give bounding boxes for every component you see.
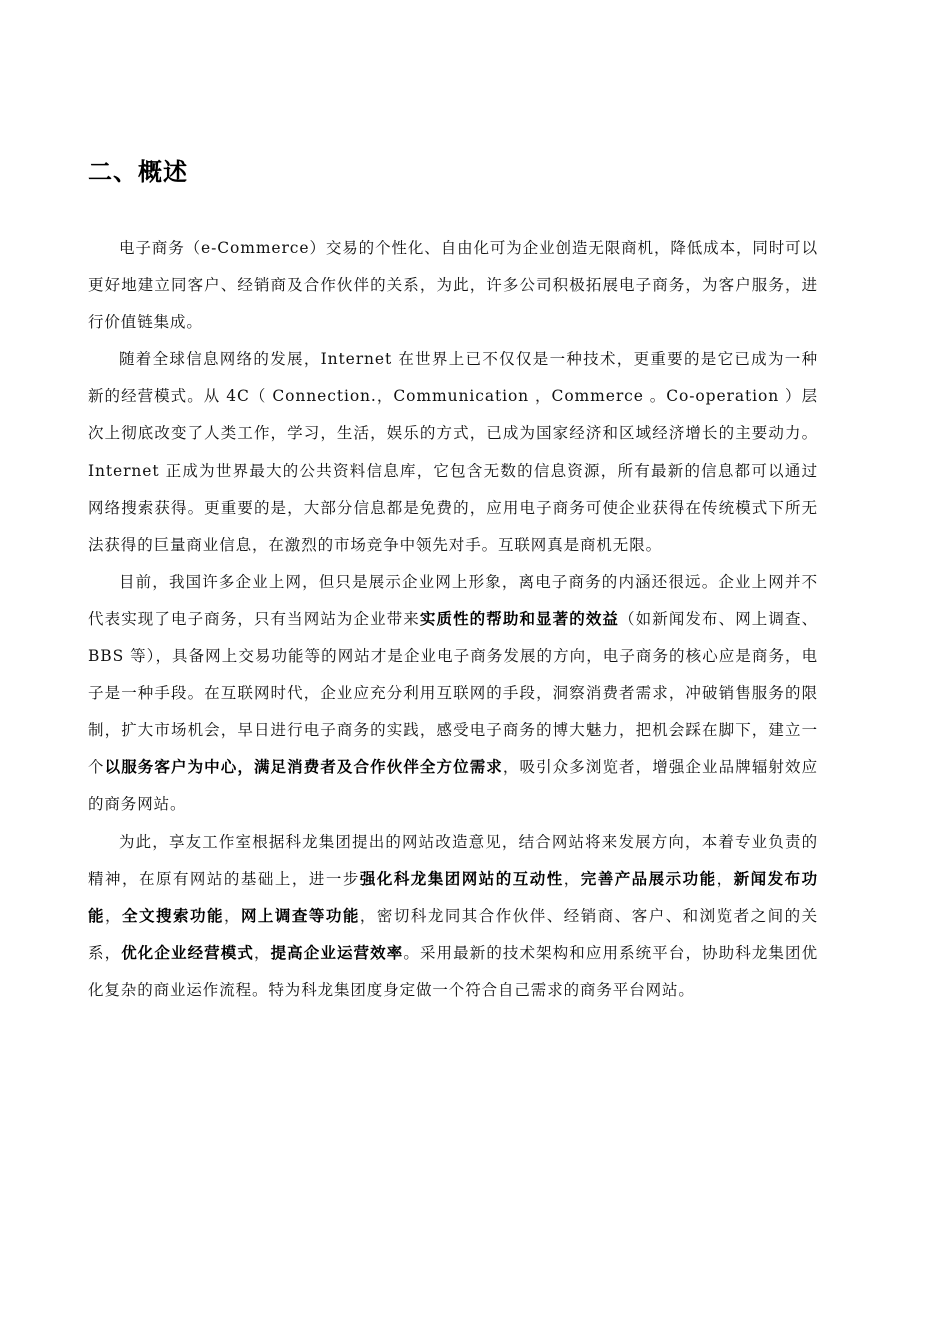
emphasis-text: 网上调查等功能 — [240, 906, 360, 925]
paragraph-text: 为此，享友工作室根据科龙集团提出的网站改造意见，结合网站将来发展方向，本着专业负责的精神，在原有网站的基础上，进一步 — [88, 832, 818, 888]
paragraph-text: ， — [105, 906, 122, 925]
emphasis-text: 强化科龙集团网站的互动性 — [359, 869, 564, 888]
emphasis-text: 以服务客户为中心，满足消费者及合作伙伴全方位需求 — [104, 758, 503, 777]
paragraph-text: （如新闻发布、网上调查、BBS 等），具备网上交易功能等的网站才是企业电子商务发展的方向，电子商务的核心应是商务，电子是一种手段。在互联网时代，企业应充分利用互联网的手段，洞察消费者需求，冲破销售服务的限制，扩大市场机会，早日进行电子商务的实践，感受电子商务的博大魅力，把机会踩在脚下，建立一个 — [88, 609, 818, 777]
section-heading: 二、概述 — [88, 158, 188, 186]
paragraph — [88, 824, 818, 1009]
overview-body — [88, 230, 818, 1009]
paragraph-text: ， — [223, 906, 241, 925]
emphasis-text: 完善产品展示功能 — [580, 869, 717, 888]
paragraph — [88, 230, 818, 341]
paragraph-text: 目前，我国许多企业上网，但只是展示企业网上形象，离电子商务的内涵还很远。企业上网并不代表实现了电子商务，只有当网站为企业带来 — [88, 572, 818, 628]
emphasis-text: 实质性的帮助和显著的效益 — [419, 609, 620, 628]
paragraph-text: ， — [253, 943, 271, 962]
paragraph-text: ， — [563, 869, 581, 888]
emphasis-text: 提高企业运营效率 — [270, 943, 404, 962]
paragraph-text: ， — [716, 869, 734, 888]
paragraph-text: ，密切科龙同其合作伙伴、经销商、客户、和浏览者之间的关系， — [88, 906, 818, 962]
emphasis-text: 新闻发布功能 — [88, 869, 818, 925]
paragraph-text: 随着全球信息网络的发展，Internet 在世界上已不仅仅是一种技术，更重要的是它已成为一种新的经营模式。从 4C（ Connection.，Communication ，Commerce 。Co-operation ）层次上彻底改变了人类工作，学习，生活，娱乐的方式，已成为国家经济和区域经济增长的主要动力。Internet 正成为世界最大的公共资料信息库，它包含无数的信息资源，所有最新的信息都可以通过网络搜索获得。更重要的是，大部分信息都是免费的，应用电子商务可使企业获得在传统模式下所无法获得的巨量商业信息，在激烈的市场竞争中领先对手。互联网真是商机无限。 — [88, 350, 818, 554]
paragraph — [88, 564, 818, 824]
paragraph-text: 。采用最新的技术架构和应用系统平台，协助科龙集团优化复杂的商业运作流程。特为科龙集团度身定做一个符合自己需求的商务平台网站。 — [88, 943, 819, 999]
paragraph — [88, 341, 818, 564]
paragraph-text: ，吸引众多浏览者，增强企业品牌辐射效应的商务网站。 — [88, 758, 818, 814]
emphasis-text: 优化企业经营模式 — [121, 943, 254, 962]
paragraph-text: 电子商务（e-Commerce）交易的个性化、自由化可为企业创造无限商机，降低成本，同时可以更好地建立同客户、经销商及合作伙伴的关系，为此，许多公司积极拓展电子商务，为客户服务，进行价值链集成。 — [88, 239, 818, 332]
emphasis-text: 全文搜索功能 — [122, 906, 224, 925]
